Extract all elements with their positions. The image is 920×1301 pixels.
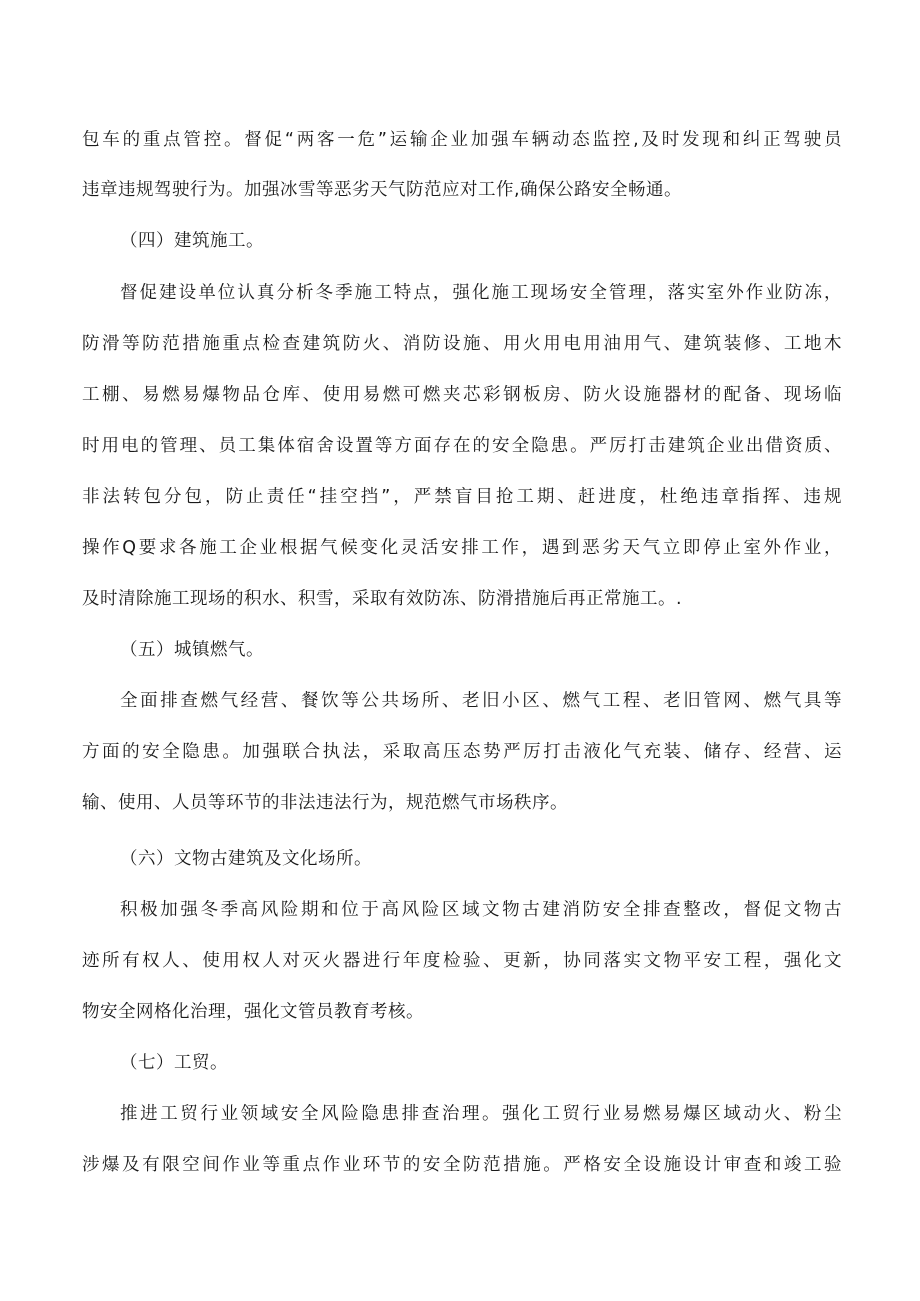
paragraph-line: 积极加强冬季高风险期和位于高风险区域文物古建消防安全排查整改，督促文物古	[120, 900, 842, 920]
section-heading: （五）城镇燃气。	[120, 640, 264, 660]
paragraph-line: 时用电的管理、员工集体宿舍设置等方面存在的安全隐患。严厉打击建筑企业出借资质、	[82, 436, 842, 456]
section-heading: （六）文物古建筑及文化场所。	[120, 849, 372, 869]
section-heading: （七）工贸。	[120, 1053, 228, 1073]
paragraph-line: 工棚、易燃易爆物品仓库、使用易燃可燃夹芯彩钢板房、防火设施器材的配备、现场临	[82, 385, 842, 405]
paragraph-line: 输、使用、人员等环节的非法违法行为，规范燃气市场秩序。	[82, 793, 568, 813]
paragraph-line: 操作Q要求各施工企业根据气候变化灵活安排工作，遇到恶劣天气立即停止室外作业，	[82, 538, 842, 558]
paragraph-line: 包车的重点管控。督促“两客一危”运输企业加强车辆动态监控,及时发现和纠正驾驶员	[82, 130, 842, 150]
paragraph-line: 涉爆及有限空间作业等重点作业环节的安全防范措施。严格安全设施设计审查和竣工验	[82, 1155, 842, 1175]
paragraph-line: 全面排查燃气经营、餐饮等公共场所、老旧小区、燃气工程、老旧管网、燃气具等	[120, 691, 842, 711]
paragraph-line: 督促建设单位认真分析冬季施工特点，强化施工现场安全管理，落实室外作业防冻，	[120, 283, 842, 303]
paragraph-line: 方面的安全隐患。加强联合执法，采取高压态势严厉打击液化气充装、储存、经营、运	[82, 742, 842, 762]
section-heading: （四）建筑施工。	[120, 231, 264, 251]
paragraph-line: 推进工贸行业领域安全风险隐患排查治理。强化工贸行业易燃易爆区域动火、粉尘	[120, 1104, 842, 1124]
paragraph-line: 物安全网格化治理，强化文管员教育考核。	[82, 1002, 424, 1022]
paragraph-line: 及时清除施工现场的积水、积雪，采取有效防冻、防滑措施后再正常施工。.	[82, 589, 683, 609]
paragraph-line: 非法转包分包，防止责任“挂空挡”，严禁盲目抢工期、赶进度，杜绝违章指挥、违规	[82, 487, 842, 507]
paragraph-line: 迹所有权人、使用权人对灭火器进行年度检验、更新，协同落实文物平安工程，强化文	[82, 951, 842, 971]
paragraph-line: 防滑等防范措施重点检查建筑防火、消防设施、用火用电用油用气、建筑装修、工地木	[82, 334, 842, 354]
paragraph-line: 违章违规驾驶行为。加强冰雪等恶劣天气防范应对工作,确保公路安全畅通。	[82, 180, 683, 200]
